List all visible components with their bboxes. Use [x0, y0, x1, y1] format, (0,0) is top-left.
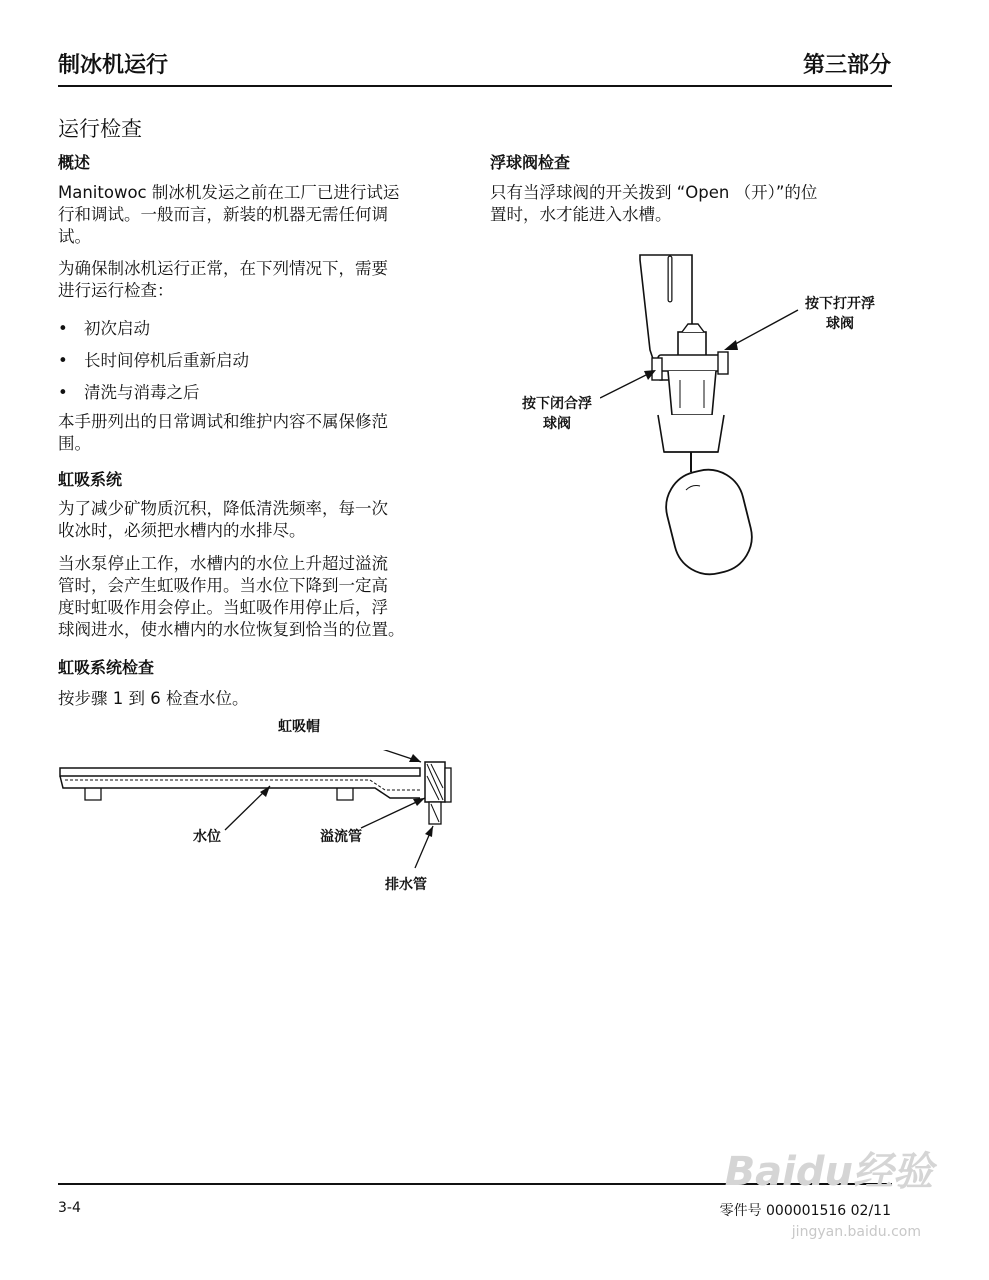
- header-section-label: 第三部分: [802, 53, 891, 78]
- watermark-logo: Baidu经验: [724, 1149, 933, 1195]
- bullet-item: • 清洗与消毒之后: [58, 383, 200, 402]
- siphon-diagram: [55, 750, 465, 890]
- overview-paragraph-2: 为确保制冰机运行正常，在下列情况下，需要 进行运行检查：: [58, 259, 388, 300]
- label-drain-pipe: 排水管: [385, 877, 427, 893]
- page-number: 3-4: [58, 1200, 81, 1216]
- siphon-paragraph-2: 当水泵停止工作，水槽内的水位上升超过溢流 管时，会产生虹吸作用。当水位下降到一定高 度时虹吸作用会停止。当虹吸作用停止后，浮 球阀进水，使水槽内的水位恢复到恰当的位置。: [58, 554, 405, 639]
- label-siphon-cap: 虹吸帽: [278, 719, 320, 735]
- siphon-check-paragraph: 按步骤 1 到 6 检查水位。: [58, 689, 249, 708]
- bullet-item: • 初次启动: [58, 319, 150, 338]
- header-divider: [58, 85, 892, 87]
- label-overflow-pipe: 溢流管: [320, 829, 362, 845]
- section-title: 运行检查: [58, 117, 142, 141]
- siphon-heading: 虹吸系统: [58, 470, 123, 489]
- label-press-open: 按下打开浮 球阀: [805, 296, 875, 332]
- siphon-check-heading: 虹吸系统检查: [58, 658, 155, 677]
- float-valve-heading: 浮球阀检查: [490, 153, 571, 172]
- siphon-paragraph-1: 为了减少矿物质沉积，降低清洗频率，每一次 收冰时，必须把水槽内的水排尽。: [58, 499, 388, 540]
- part-number: 零件号 000001516 02/11: [719, 1203, 891, 1219]
- label-press-close: 按下闭合浮 球阀: [522, 396, 592, 432]
- header-chapter-title: 制冰机运行: [58, 53, 169, 78]
- watermark-url: jingyan.baidu.com: [791, 1224, 921, 1240]
- label-water-level: 水位: [193, 829, 221, 845]
- overview-heading: 概述: [58, 153, 91, 172]
- bullet-item: • 长时间停机后重新启动: [58, 351, 249, 370]
- overview-paragraph-1: Manitowoc 制冰机发运之前在工厂已进行试运 行和调试。一般而言，新装的机器无需任何调 试。: [58, 183, 400, 246]
- float-valve-paragraph: 只有当浮球阀的开关拨到 “Open （开）”的位 置时，水才能进入水槽。: [490, 183, 818, 224]
- overview-paragraph-3: 本手册列出的日常调试和维护内容不属保修范 围。: [58, 412, 388, 453]
